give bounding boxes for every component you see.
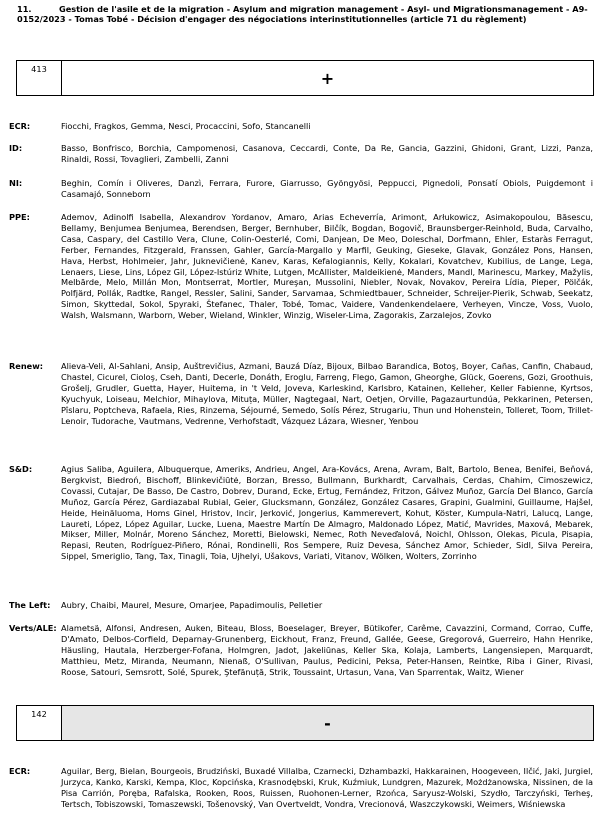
for-group-renew <box>9 361 593 426</box>
group-name: Renew: <box>9 361 44 371</box>
for-count: 413 <box>17 61 62 95</box>
against-sign: - <box>62 706 593 740</box>
vote-number: 11. <box>17 4 32 14</box>
group-name: ID: <box>9 143 23 153</box>
group-members: Alieva-Veli, Al-Sahlani, Ansip, Auštrevičius, Azmani, Bauzá Díaz, Bijoux, Bilbao Barandica, Botoş, Boyer, Cañas, Canfin, Chabaud, Chastel, Cicurel, Cioloş, Cseh, Danti, Decerle, Donáth, Eroglu, Farreng, Flego, Gamon, Gheorghe, Glück, Goerens, Gozi, Groothuis, Grošelj, Grudler, Guetta, Hayer, Huitema, in 't Veld, Joveva, Karleskind, Karlsbro, Katainen, Kelleher, Keller Fabienne, Kyrtsos, Kyuchyuk, Loiseau, Melchior, Mihaylova, Mituța, Müller, Nagtegaal, Nart, Oetjen, Orville, Pagazaurtundúa, Pekkarinen, Petersen, Pîslaru, Poptcheva, Rafaela, Ries, Rinzema, Séjourné, Semedo, Solís Pérez, Strugariu, Thun und Hohenstein, Tolleret, Toom, Trillet-Lenoir, Tudorache, Vautmans, Vedrenne, Verhofstadt, Vázquez Lázara, Wiesner, Yenbou <box>61 361 593 426</box>
for-sign: + <box>320 68 335 88</box>
group-members: Basso, Bonfrisco, Borchia, Campomenosi, Casanova, Ceccardi, Conte, Da Re, Gancia, Gazzini, Ghidoni, Grant, Lizzi, Panza, Rinaldi, Rossi, Tovaglieri, Zambelli, Zanni <box>61 143 593 164</box>
vote-heading <box>17 5 593 24</box>
group-members: Fiocchi, Fragkos, Gemma, Nesci, Procaccini, Sofo, Stancanelli <box>61 121 311 131</box>
group-members: Alametsä, Alfonsi, Andresen, Auken, Biteau, Bloss, Boeselager, Breyer, Bütikofer, Carême, Cavazzini, Cormand, Corrao, Cuffe, D'Amato, Delbos-Corfield, Deparnay-Grunenberg, Eickhout, Franz, Freund, Gallée, Geese, Gregorová, Guerreiro, Hahn Henrike, Häusling, Hautala, Herzberger-Fofana, Holmgren, Jadot, Jakeliūnas, Keller Ska, Kolaja, Lamberts, Langensiepen, Marquardt, Matthieu, Metz, Miranda, Neumann, Nienaß, O'Sullivan, Paulus, Pedicini, Peksa, Peter-Hansen, Reintke, Riba i Giner, Rivasi, Roose, Satouri, Semsrott, Solé, Spurek, Ştefănuță, Strik, Toussaint, Urtasun, Vana, Van Sparrentak, Waitz, Wiener <box>61 623 593 677</box>
group-name: NI: <box>9 178 23 188</box>
for-group-the-left <box>9 600 593 611</box>
for-group-ppe <box>9 212 593 321</box>
group-name: Verts/ALE: <box>9 623 57 633</box>
group-members: Aguilar, Berg, Bielan, Bourgeois, Brudziński, Buxadé Villalba, Czarnecki, Dzhambazki, Hakkarainen, Hoogeveen, Ilčić, Jaki, Jurgiel, Jurzyca, Kanko, Karski, Kempa, Kloc, Kopcińska, Krasnodębski, Kruk, Kuźmiuk, Lundgren, Mazurek, Możdżanowska, Nissinen, de la Pisa Carrión, Poręba, Rafalska, Rooken, Roos, Ruissen, Ruohonen-Lerner, Rzońca, Saryusz-Wolski, Szydło, Tarczyński, Terheş, Tertsch, Tobiszowski, Tomaszewski, Tošenovský, Van Overtveldt, Vondra, Vrecionová, Waszczykowski, Weimers, Wiśniewska <box>61 766 593 809</box>
for-vote-box <box>16 60 594 96</box>
against-vote-box <box>16 705 594 741</box>
group-members: Aubry, Chaibi, Maurel, Mesure, Omarjee, Papadimoulis, Pelletier <box>61 600 323 610</box>
group-name: S&D: <box>9 464 33 474</box>
for-group-sd <box>9 464 593 562</box>
against-count: 142 <box>17 706 62 740</box>
for-group-ecr <box>9 121 593 132</box>
group-name: ECR: <box>9 121 31 131</box>
vote-title: Gestion de l'asile et de la migration - Asylum and migration management - Asyl- und Migrationsmanagement - A9-0152/2023 - Tomas Tobé - Décision d'engager des négociations interinstitutionnelles (article 71 du règlement) <box>17 4 588 24</box>
group-members: Beghin, Comín i Oliveres, Danzì, Ferrara, Furore, Giarrusso, Gyöngyösi, Peppucci, Pignedoli, Ponsatí Obiols, Puigdemont i Casamajó, Sonneborn <box>61 178 593 199</box>
group-members: Ademov, Adinolfi Isabella, Alexandrov Yordanov, Amaro, Arias Echeverría, Arimont, Arłukowicz, Asimakopoulou, Băsescu, Bellamy, Benjumea Benjumea, Berendsen, Berger, Bernhuber, Bilčík, Bogdan, Bogovič, Braunsberger-Reinhold, Buda, Carvalho, Casa, Caspary, del Castillo Vera, Clune, Colin-Oesterlé, Comi, Danjean, De Meo, Doleschal, Dorfmann, Ehler, Estaràs Ferragut, Ferber, Fernandes, Fitzgerald, Franssen, Gahler, García-Margallo y Marfil, Geuking, Gieseke, Glavak, González Pons, Hansen, Hava, Herbst, Hohlmeier, Jahr, Juknevičienė, Kanev, Karas, Kefalogiannis, Kelly, Kokalari, Kovatchev, Kubilius, de Lange, Lega, Lenaers, Liese, Lins, López Gil, López-Istúriz White, Lutgen, McAllister, Maldeikienė, Manders, Mandl, Marinescu, Markey, Mažylis, Melbārde, Melo, Millán Mon, Montserrat, Mortler, Mureşan, Mussolini, Niebler, Novak, Novakov, Pereira Lídia, Pieper, Pölčák, Polfjärd, Pollák, Radtke, Rangel, Ressler, Salini, Sander, Sarvamaa, Schmiedtbauer, Schneider, Schreijer-Pierik, Schwab, Seekatz, Simon, Skyttedal, Sokol, Spyraki, Štefanec, Thaler, Tobé, Tomac, Vaidere, Vandenkendelaere, Verheyen, Vincze, Voss, Vuolo, Walsh, Walsmann, Warborn, Weber, Wieland, Winkler, Winzig, Wiseler-Lima, Zagorakis, Zarzalejos, Zovko <box>61 212 593 321</box>
group-name: ECR: <box>9 766 31 776</box>
against-group-ecr <box>9 766 593 810</box>
for-group-ni <box>9 178 593 200</box>
group-name: PPE: <box>9 212 30 222</box>
group-members: Agius Saliba, Aguilera, Albuquerque, Ameriks, Andrieu, Angel, Ara-Kovács, Arena, Avram, Balt, Bartolo, Benea, Benifei, Beňová, Bergkvist, Biedroń, Bischoff, Blinkevičiūtė, Borzan, Bresso, Bullmann, Burkhardt, Carvalhais, Cerdas, Chahim, Cimoszewicz, Covassi, Cutajar, De Basso, De Castro, Dobrev, Durand, Ecke, Ertug, Fernández, Fritzon, Gálvez Muñoz, García Del Blanco, García Muñoz, García Pérez, Gardiazabal Rubial, Geier, Glucksmann, González, González Casares, Grapini, Gualmini, Guillaume, Hajšel, Heide, Heinäluoma, Homs Ginel, Hristov, Incir, Jerković, Jongerius, Kammerevert, Kohut, Köster, Kumpula-Natri, Lalucq, Lange, Laureti, López, López Aguilar, Lucke, Luena, Maestre Martín De Almagro, Maldonado López, Matić, Mavrides, Maxová, Mebarek, Mikser, Miller, Molnár, Moreno Sánchez, Moretti, Bielowski, Nemec, Roth Neveďalová, Noichl, Ohlsson, Olekas, Picula, Pisapia, Repasi, Reuten, Rodríguez-Piñero, Rónai, Rondinelli, Ros Sempere, Ruiz Devesa, Sánchez Amor, Schieder, Sidl, Silva Pereira, Sippel, Smeriglio, Tang, Tax, Tinagli, Toia, Ujhelyi, Ušakovs, Variati, Vitanov, Wölken, Wolters, Zorrinho <box>61 464 593 562</box>
for-group-verts-ale <box>9 623 593 678</box>
group-name: The Left: <box>9 600 51 610</box>
for-group-id <box>9 143 593 165</box>
